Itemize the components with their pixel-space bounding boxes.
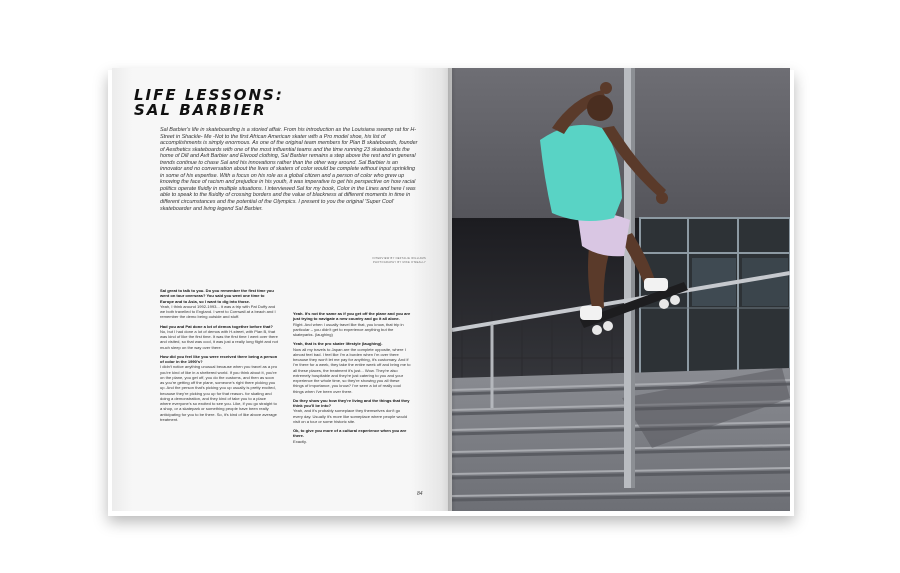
question: Yeah, that is the pro skater lifestyle (laughing). bbox=[293, 341, 383, 347]
window-reflection bbox=[742, 258, 788, 306]
question: Ok, to give you more of a cultural experience when you are there. bbox=[293, 428, 407, 439]
answer: No, but I had done a lot of demos with H-street, with Plan B, that was kind of like the first time. It was the first time I went over there and visited, so that was cool, it was just a really long flight and not much sleep on the way over there. bbox=[160, 328, 278, 350]
skateboarder-grinding-handrail bbox=[452, 68, 790, 511]
page-number: 84 bbox=[417, 491, 423, 497]
answer: Yeah, and it's probably someplace they themselves don't go every day. Usually it's more like someplace where people would visit on a tour or some historic site. bbox=[293, 408, 408, 424]
answer: Right. And when I usually travel like that, you know, that trip in particular – you didn't get to experience anything but the skateparks. (laughing) bbox=[293, 321, 404, 337]
title-line: SAL BARBIER bbox=[134, 101, 267, 119]
question: Had you and Pat done a lot of demos together before that? bbox=[160, 323, 273, 329]
question: How did you feel like you were received there being a person of color in the 1990's? bbox=[160, 353, 278, 364]
right-page-photo bbox=[452, 68, 790, 511]
article-credits bbox=[336, 257, 426, 264]
qa-block bbox=[160, 354, 278, 422]
answer: Yeah, I think around 1992-1993... it was a trip with Pat Duffy and we both travelled to England. I went to Cornwall at a beach and I remember the demo being outside and stuff. bbox=[160, 303, 276, 320]
light-pole-shade bbox=[631, 68, 635, 488]
question: Sal great to talk to you. Do you remember the first time you went on tour overseas? You said you went one time to Europe and to Asia, so I want to dig into those. bbox=[160, 288, 274, 304]
qa-block bbox=[160, 324, 278, 350]
answer: Now all my travels to Japan are the complete opposite, where I almost feel bad. I feel like I'm a burden when I'm over there because they won't let me pay for anything, it's customary. And if I'm there for a week, they take the entire week off and bring me to all these places, the treatment it's just... Wow. They're also extremely hospitable and they're just catering to you and your experience the whole time, so they're showing you all these things of importance, you know? I've seen a lot of really cool things when I've been over there. bbox=[293, 346, 411, 394]
interview-credit: INTERVIEW BY NEFTALIE WILLIAMS bbox=[372, 257, 426, 260]
article-intro: Sal Barbier's life in skateboarding is a storied affair. From his introduction as the Louisiana swamp rat for H-Street in Shackle- Me -Not to the first African American skater with a Pro model shoe, his list of accomplishments is simply enormous. As one of the original team members for Plan B skateboards, founder of Aesthetics skateboards with one of the most influential teams and the time running 23 skateboards the home of Dill and Avit Barbier and Elwood clothing, Sal Barbier remains a step above the rest and in general trends continue to chase Sal and his innovations rather than the other way around. Sal Barbier is an innovator and no conversation about the lives of skaters of color would be complete without input sprinkling in some of his expertise. With a focus on his role as a global citizen and a person of color who grew up knowing the face of racism and prejudice in his youth, it was imperative to get his perspective on how racial politics operate fluidly in multiple situations. I interviewed Sal for my book, Color in the Lines and here I was able to speak to the fluidity of crossing borders and the value of blackness at different moments in time in different circumstances and the potential of the Olympics. I present to you the original 'Super Cool' skateboarder and living legend Sal Barbier. bbox=[160, 127, 418, 212]
interview-column-2 bbox=[293, 311, 411, 448]
spine-gutter bbox=[448, 68, 456, 511]
qa-block bbox=[293, 341, 411, 394]
qa-block bbox=[293, 398, 411, 424]
photo-credit: PHOTOGRAPHY BY MIKE O'MEALLY bbox=[373, 260, 426, 264]
qa-block bbox=[293, 311, 411, 337]
question: Yeah. It's not the same as if you get off the plane and you are just trying to navigate a new country and go it all alone. bbox=[293, 311, 411, 322]
question: Do they show you how they're living and the things that they think you'll be into? bbox=[293, 397, 410, 408]
qa-block bbox=[293, 428, 411, 444]
title-line: LIFE LESSONS: bbox=[134, 86, 284, 104]
article-title bbox=[134, 88, 284, 118]
qa-block bbox=[160, 288, 278, 320]
answer: I didn't notice anything unusual because when you travel as a pro you're kind of like in a sheltered world. If you think about it, you're on the plane, you get off, you do the customs, and then as soon as you're getting off the plane, someone's right there picking you up. And the person that's picking you up usually is pretty excited, because they're picking you up for that reason- for skating and doing a demonstration, and they kind of take you to a place where everyone's so excited to see you. Like, if you go straight to a shop, or a skatepark or something people have been really anticipating for you to be there. So, it's kind of like above average treatment. bbox=[160, 364, 278, 422]
answer: Exactly. bbox=[293, 438, 307, 444]
interview-column-1 bbox=[160, 288, 278, 426]
